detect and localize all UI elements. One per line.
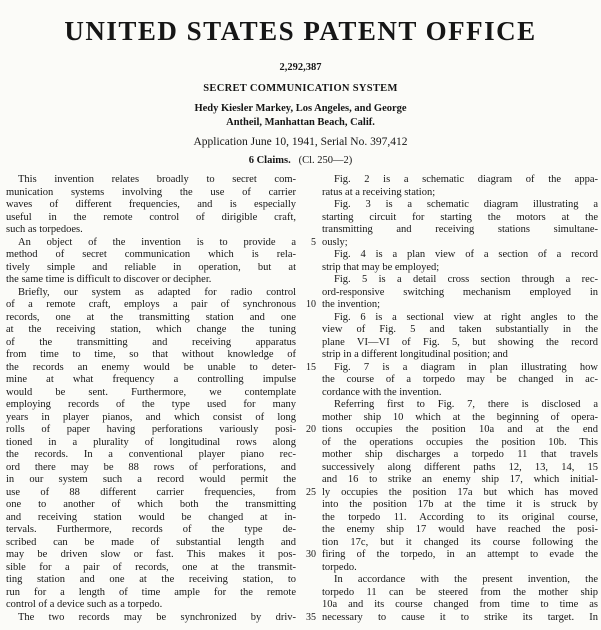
text-line: ord there may be 88 rows of perforations, and: [6, 461, 296, 473]
text-line: into the position 17b at the time it is struck by: [322, 499, 598, 510]
text-line: view of Fig. 5 and taken substantially in the: [322, 324, 598, 335]
office-heading: UNITED STATES PATENT OFFICE: [64, 16, 537, 46]
text-line: tervals. Furthermore, records of the type de-: [6, 524, 296, 535]
text-line: useful in the remote control of dirigible craft,: [6, 211, 296, 223]
line-number: 5: [311, 236, 316, 248]
text-line: records, one at the transmitting station and one: [6, 311, 296, 323]
text-line: ord-responsive switching mechanism employed in: [322, 286, 598, 298]
text-line: transmitting and receiving stations simultane-: [322, 224, 598, 235]
text-line: sible for a pair of records, one at the transmit-: [6, 561, 296, 573]
text-line: the enemy ship 17 would have reached the posi-: [322, 524, 598, 535]
text-line: ting station and one at the receiving station, to: [6, 574, 296, 585]
text-line: strip that may be employed;: [322, 261, 440, 273]
text-line: of the operations occupies the position 10b. This: [322, 436, 598, 448]
line-number: 35: [306, 611, 316, 623]
text-line: torpedo 11 can be steered from the mother ship: [322, 586, 598, 598]
text-line: The two records may be synchronized by driv-: [18, 611, 296, 623]
text-line: in our system such a record would permit the: [6, 474, 296, 485]
text-line: tions occupies the position 10a and at the end: [322, 424, 598, 435]
text-line: mother ship 10 which at the beginning of opera-: [322, 411, 598, 423]
text-line: Fig. 2 is a schematic diagram of the appa-: [334, 174, 598, 185]
line-number: 15: [306, 361, 316, 373]
text-line: one to another of which both the transmitting: [6, 499, 296, 510]
text-line: necessary to cause it to strike its target. In: [322, 611, 598, 623]
text-line: the invention;: [322, 299, 381, 310]
text-line: waves of different frequencies, and is especially: [6, 199, 296, 210]
text-line: 10a and its course changed from time to time as: [322, 599, 598, 610]
text-line: the course of a torpedo may be changed in ac-: [322, 374, 598, 385]
text-line: ly occupies the position 17a but which has moved: [322, 486, 598, 498]
text-line: Fig. 5 is a detail cross section through a rec-: [334, 274, 598, 285]
text-line: run for a length of time ample for the remote: [6, 586, 296, 598]
line-number: 30: [306, 549, 316, 560]
text-line: This invention relates broadly to secret com-: [18, 174, 296, 185]
text-line: strip in a different longitudinal position; and: [322, 349, 508, 360]
text-line: tively simple and reliable in operation, but at: [6, 261, 296, 273]
text-line: the torpedo 11. According to its original course,: [322, 511, 598, 523]
text-line: plane VI—VI of Fig. 5, but showing the record: [322, 336, 598, 348]
text-line: Fig. 6 is a sectional view at right angles to the: [334, 311, 598, 323]
text-line: use of 88 different carrier frequencies, from: [6, 486, 296, 498]
patent-title: SECRET COMMUNICATION SYSTEM: [203, 83, 398, 94]
application-line: Application June 10, 1941, Serial No. 397,412: [193, 136, 408, 148]
line-number: 25: [306, 486, 316, 498]
text-line: tioned in a plurality of longitudinal rows along: [6, 436, 296, 448]
inventors-line-2: Antheil, Manhattan Beach, Calif.: [226, 117, 375, 128]
text-line: cordance with the invention.: [322, 386, 442, 398]
text-line: successively along different paths 12, 13, 14, 15: [322, 461, 598, 473]
text-line: Fig. 3 is a schematic diagram illustrating a: [334, 199, 598, 210]
text-line: such as torpedoes.: [6, 224, 83, 235]
text-line: method of secret communication which is rela-: [6, 249, 296, 260]
line-number: 10: [306, 299, 316, 310]
classification: (Cl. 250—2): [298, 155, 353, 166]
text-line: mine at what frequency a controlling impulse: [6, 374, 296, 385]
text-line: of a remote craft, employs a pair of synchronous: [6, 299, 296, 310]
text-line: may be driven slow or fast. This makes it pos-: [6, 549, 296, 560]
claims-count: 6 Claims.: [248, 155, 291, 166]
text-line: Fig. 7 is a diagram in plan illustrating how: [334, 361, 598, 373]
text-line: of the transmitting and receiving apparatus: [6, 336, 296, 348]
text-line: An object of the invention is to provide a: [18, 236, 296, 248]
text-line: rolls of paper having perforations variously posi-: [6, 424, 296, 435]
text-line: firing of the torpedo, in an attempt to evade the: [322, 549, 598, 560]
text-line: the records. In a conventional player piano rec-: [6, 449, 296, 460]
text-line: would be sent. Furthermore, we contemplate: [6, 386, 296, 398]
text-line: ratus at a receiving station;: [322, 186, 436, 198]
text-line: Fig. 4 is a plan view of a section of a record: [334, 249, 598, 260]
text-line: from time to time, so that without knowledge of: [6, 349, 296, 360]
text-line: control of a device such as a torpedo.: [6, 599, 163, 610]
text-line: Briefly, our system as adapted for radio control: [18, 286, 296, 298]
text-line: scribed can be made of substantial length and: [6, 536, 296, 548]
text-line: munication systems involving the use of carrier: [6, 186, 296, 198]
text-line: mother ship discharges a torpedo 11 that travels: [322, 449, 598, 460]
text-line: Referring first to Fig. 7, there is disclosed a: [334, 399, 598, 410]
text-line: the records an enemy would be unable to deter-: [6, 361, 296, 373]
text-line: years in player pianos, and which consist of long: [6, 411, 296, 423]
text-line: torpedo.: [322, 561, 357, 573]
text-line: the same time is difficult to discover or decipher.: [6, 274, 212, 285]
claims-line: [0, 155, 601, 166]
line-number: 20: [306, 424, 316, 435]
text-line: starting circuit for starting the motors at the: [322, 211, 598, 223]
right-text-column: [322, 174, 598, 624]
text-line: at the receiving station, which change the tuning: [6, 324, 296, 335]
text-line: tion 17c, but it changed its course following the: [322, 536, 598, 548]
text-line: and receiving station would be changed at in-: [6, 511, 296, 523]
left-text-column: [6, 174, 296, 624]
text-line: employing records of the type used for many: [6, 399, 296, 410]
text-line: In accordance with the present invention, the: [334, 574, 598, 585]
patent-number: 2,292,387: [279, 62, 322, 73]
text-line: and 16 to strike an enemy ship 17, which initial-: [322, 474, 598, 485]
inventors-line-1: Hedy Kiesler Markey, Los Angeles, and George: [194, 103, 407, 114]
text-line: ously;: [322, 236, 348, 248]
